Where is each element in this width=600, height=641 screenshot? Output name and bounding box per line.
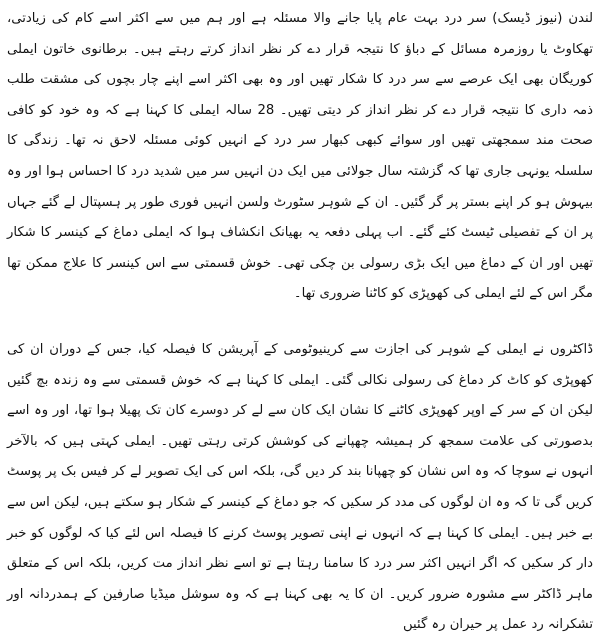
article-body bbox=[7, 4, 593, 641]
article-paragraph-2: ڈاکٹروں نے ایملی کے شوہر کی اجازت سے کرینیوٹومی کے آپریشن کا فیصلہ کیا، جس کے دوران ان کی کھوپڑی کو کاٹ کر دماغ کی رسولی نکالی گئی۔ ایملی کا کہنا ہے کہ خوش قسمتی سے وہ زندہ بچ گئیں لیکن ان کے سر کے اوپر کھوپڑی کاٹنے کا نشان ایک کان سے لے کر دوسرے کان تک پھیلا ہوا تھا، اور وہ اسے بدصورتی کی علامت سمجھ کر ہمیشہ چھپانے کی کوشش کرتی رہتی تھیں۔ ایملی کہتی ہیں کہ بالآخر انہوں نے سوچا کہ وہ اس نشان کو چھپانا بند کر دیں گی، بلکہ اس کی ایک تصویر لے کر فیس بک پر پوسٹ کریں گی تا کہ وہ ان لوگوں کی مدد کر سکیں کہ جو دماغ کے کینسر کے شکار ہو سکتے ہیں، لیکن اس سے بے خبر ہیں۔ ایملی کا کہنا ہے کہ انہوں نے اپنی تصویر پوسٹ کرنے کا فیصلہ اس لئے کیا کہ لوگوں کو خبر دار کر سکیں کہ اگر انہیں اکثر سر درد کا سامنا رہتا ہے تو اسے نظر انداز مت کریں، بلکہ اس کے متعلق ماہر ڈاکٹر سے مشورہ ضرور کریں۔ ان کا یہ بھی کہنا ہے کہ وہ سوشل میڈیا صارفین کے ہمدردانہ اور تشکرانہ رد عمل پر حیران رہ گئیں bbox=[7, 341, 593, 633]
article-paragraph-1: لندن (نیوز ڈیسک) سر درد بہت عام پایا جانے والا مسئلہ ہے اور ہم میں سے اکثر اسے کام کی زیادتی، تھکاوٹ یا روزمرہ مسائل کے دباؤ کا نتیجہ قرار دے کر نظر انداز کرتے رہتے ہیں۔ برطانوی خاتون ایملی کوریگان بھی ایک عرصے سے سر درد کا شکار تھیں اور وہ بھی اکثر اسے اپنے چار بچوں کی مشقت طلب ذمہ داری کا نتیجہ قرار دے کر نظر انداز کر دیتی تھیں۔ 28 سالہ ایملی کا کہنا ہے کہ وہ خود کو کافی صحت مند سمجھتی تھیں اور سوائے کبھی کبھار سر درد کے انہیں کوئی مسئلہ لاحق نہ تھا۔ زندگی کا سلسلہ یونہی جاری تھا کہ گزشتہ سال جولائی میں ایک دن انہیں سر میں شدید درد کا احساس ہوا اور وہ بیہوش ہو کر اپنے بستر پر گر گئیں۔ ان کے شوہر سٹورٹ ولسن انہیں فوری طور پر ہسپتال لے گئے جہاں پر ان کے تفصیلی ٹیسٹ کئے گئے۔ اب پہلی دفعہ یہ بھیانک انکشاف ہوا کہ ایملی دماغ کے کینسر کا شکار تھیں اور ان کے دماغ میں ایک بڑی رسولی بن چکی تھی۔ خوش قسمتی سے اس کینسر کا علاج ممکن تھا مگر اس کے لئے ایملی کی کھوپڑی کو کاٹنا ضروری تھا۔ bbox=[7, 11, 593, 302]
